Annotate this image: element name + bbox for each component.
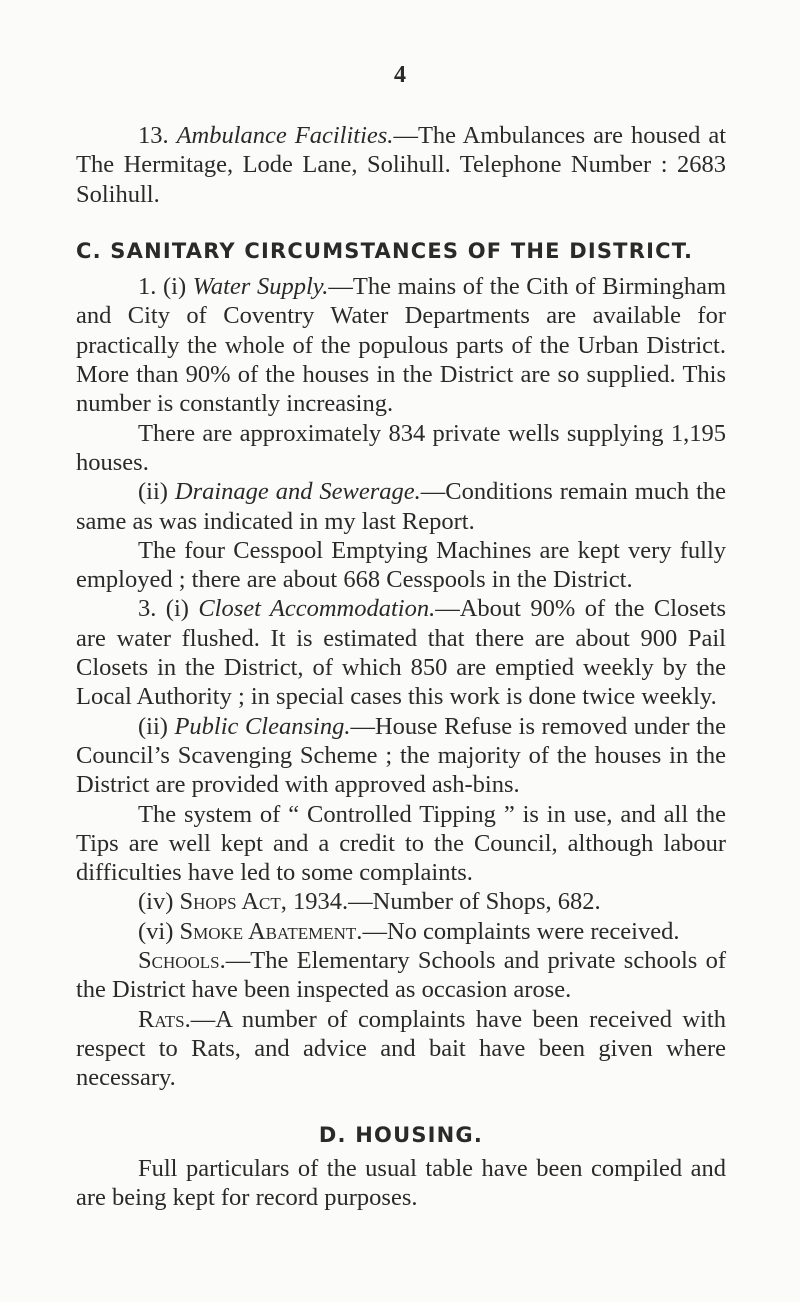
item-number: (ii) (138, 478, 175, 506)
paragraph-controlled-tipping: The system of “ Controlled Tipping ” is in use, and all the Tips are well kept and a credit to the Council, although labour difficulties have led to some complaints. (76, 800, 726, 887)
section-heading-d (76, 1120, 726, 1150)
paragraph-private-wells: There are approximately 834 private wells supplying 1,195 houses. (76, 419, 726, 476)
item-text: —About 90% of the Closets are water flushed. It is estimated that there are about 900 Pail Closets in the District, of which 850 are emptied weekly by the Local Authority ; in special cases this work is done twice weekly. (76, 595, 726, 711)
item-text: —The Ambulances are housed at The Hermitage, Lode Lane, Solihull. Telephone Number : 2683 Solihull. (76, 122, 727, 208)
item-text: —The mains of the Cith of Birmingham and City of Coventry Water Departments are available for practically the whole of the populous parts of the Urban District. More than 90% of the houses in the District are so supplied. This number is constantly increasing. (76, 273, 726, 418)
paragraph-ambulance (76, 121, 726, 209)
item-text: —House Refuse is removed under the Council’s Scavenging Scheme ; the majority of the houses in the District are provided with approved ash-bins. (76, 712, 727, 799)
section-heading-text: D. HOUSING. (318, 1122, 484, 1147)
item-title: Smoke Abatement. (179, 917, 363, 945)
item-number: (ii) (138, 712, 175, 740)
report-body (76, 121, 726, 1212)
paragraph-cesspools: The four Cesspool Emptying Machines are kept very fully employed ; there are about 668 Cesspools in the District. (76, 536, 726, 594)
item-number: (vi) (138, 917, 180, 945)
item-number: 1. (i) (138, 273, 193, 301)
item-text: —No complaints were received. (362, 917, 680, 945)
section-heading-text: C. SANITARY CIRCUMSTANCES OF THE DISTRICT. (76, 238, 694, 263)
page-number: 4 (394, 62, 406, 88)
paragraph-public-cleansing (76, 712, 726, 800)
item-text: —A number of complaints have been received with respect to Rats, and advice and bait have been given where necessary. (76, 1005, 726, 1092)
item-text: —Number of Shops, 682. (348, 888, 601, 916)
paragraph-drainage (76, 477, 726, 536)
paragraph-closet-accommodation (76, 594, 726, 711)
item-title: Public Cleansing. (174, 712, 351, 740)
paragraph-rats (76, 1005, 726, 1093)
item-title: Closet Accommodation. (198, 595, 436, 623)
item-text: —The Elementary Schools and private schools of the District have been inspected as occasion arose. (76, 947, 726, 1004)
paragraph-housing: Full particulars of the usual table have been compiled and are being kept for record purposes. (76, 1154, 726, 1212)
paragraph-shops-act (76, 887, 726, 916)
section-heading-c (76, 236, 726, 266)
item-title: Drainage and Sewerage. (174, 478, 421, 506)
item-title: Ambulance Facilities. (176, 122, 394, 149)
item-text: —Conditions remain much the same as was indicated in my last Report. (76, 478, 726, 535)
paragraph-schools (76, 946, 726, 1005)
item-number: 13. (138, 122, 169, 149)
item-title: Shops Act, 1934. (179, 888, 349, 916)
item-number: (iv) (138, 888, 180, 916)
paragraph-smoke-abatement (76, 917, 726, 946)
item-title: Water Supply. (192, 273, 329, 301)
item-title: Schools. (138, 947, 226, 975)
item-number: 3. (i) (138, 595, 199, 623)
paragraph-water-supply (76, 272, 726, 418)
item-title: Rats. (138, 1005, 191, 1033)
